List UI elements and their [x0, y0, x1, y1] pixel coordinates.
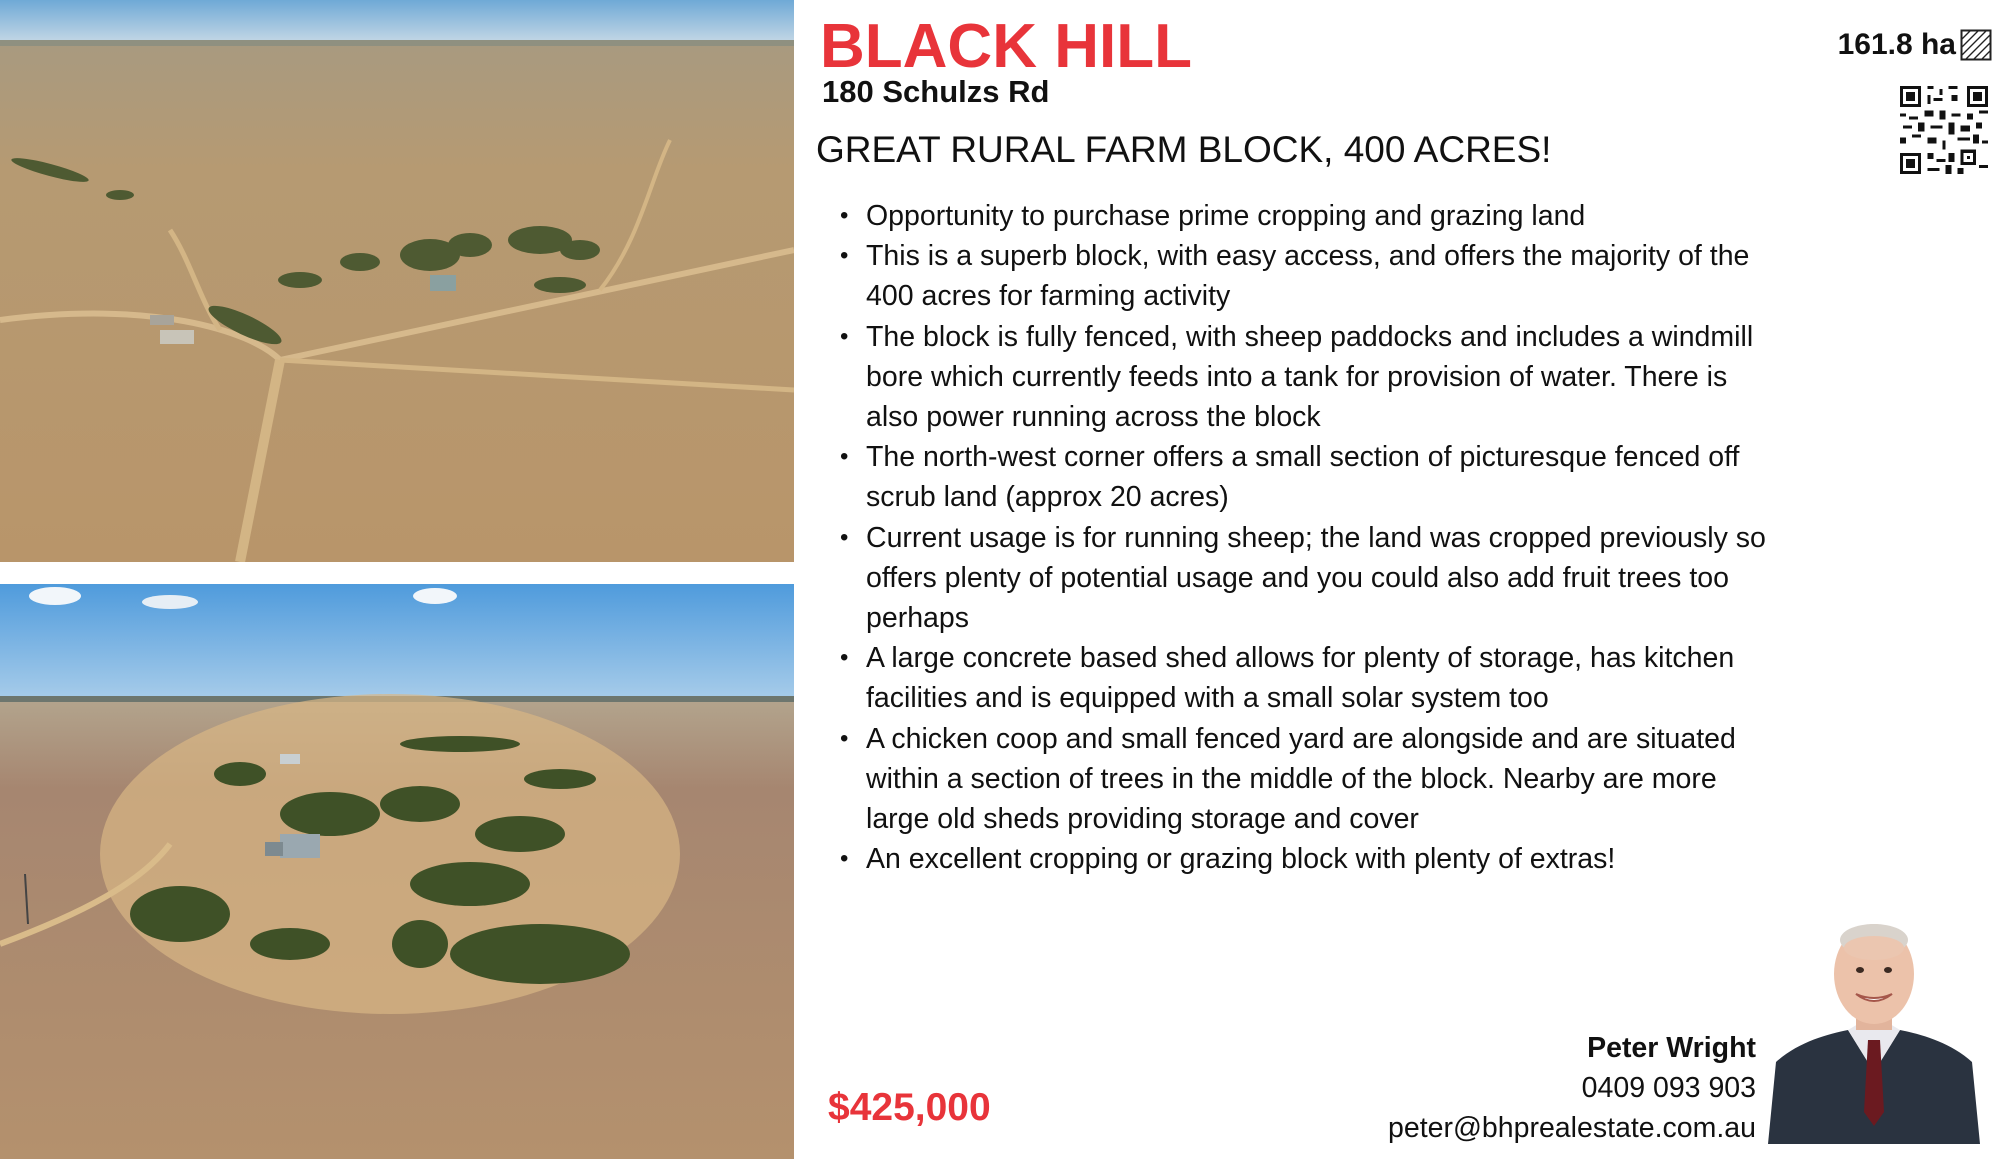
agent-contact [1388, 1028, 1756, 1148]
property-address: 180 Schulzs Rd [822, 74, 1050, 109]
agent-email[interactable]: peter@bhprealestate.com.au [1388, 1112, 1756, 1144]
price: $425,000 [828, 1086, 991, 1129]
area-indicator [1838, 28, 1992, 62]
list-item: • Current usage is for running sheep; the land was cropped previously so offers plenty of potential usage and you could also add fruit trees too perhaps [866, 518, 1786, 639]
aerial-photo-farm-overview [0, 0, 794, 562]
list-item: • Opportunity to purchase prime cropping and grazing land [866, 196, 1786, 236]
list-item: • A chicken coop and small fenced yard are alongside and are situated within a section of trees in the middle of the block. Nearby are more large old sheds providing storage and cover [866, 719, 1786, 840]
list-item: • A large concrete based shed allows for plenty of storage, has kitchen facilities and is equipped with a small solar system too [866, 638, 1786, 718]
feature-list [836, 196, 1786, 879]
agent-portrait [1768, 922, 1980, 1144]
list-item: • This is a superb block, with easy access, and offers the majority of the 400 acres for farming activity [866, 236, 1786, 316]
list-item: • The north-west corner offers a small section of picturesque fenced off scrub land (approx 20 acres) [866, 437, 1786, 517]
list-item: • The block is fully fenced, with sheep paddocks and includes a windmill bore which currently feeds into a tank for provision of water. There is also power running across the block [866, 317, 1786, 438]
list-item: • An excellent cropping or grazing block with plenty of extras! [866, 839, 1786, 879]
qr-code-icon[interactable] [1900, 86, 1988, 174]
land-area: 161.8 ha [1837, 28, 1956, 61]
agent-phone[interactable]: 0409 093 903 [1581, 1072, 1756, 1104]
agent-name: Peter Wright [1587, 1032, 1756, 1064]
listing-headline: GREAT RURAL FARM BLOCK, 400 ACRES! [816, 129, 1552, 170]
hatched-square-icon [1960, 29, 1992, 61]
property-title: BLACK HILL [820, 12, 1192, 81]
aerial-photo-homestead-trees [0, 584, 794, 1159]
